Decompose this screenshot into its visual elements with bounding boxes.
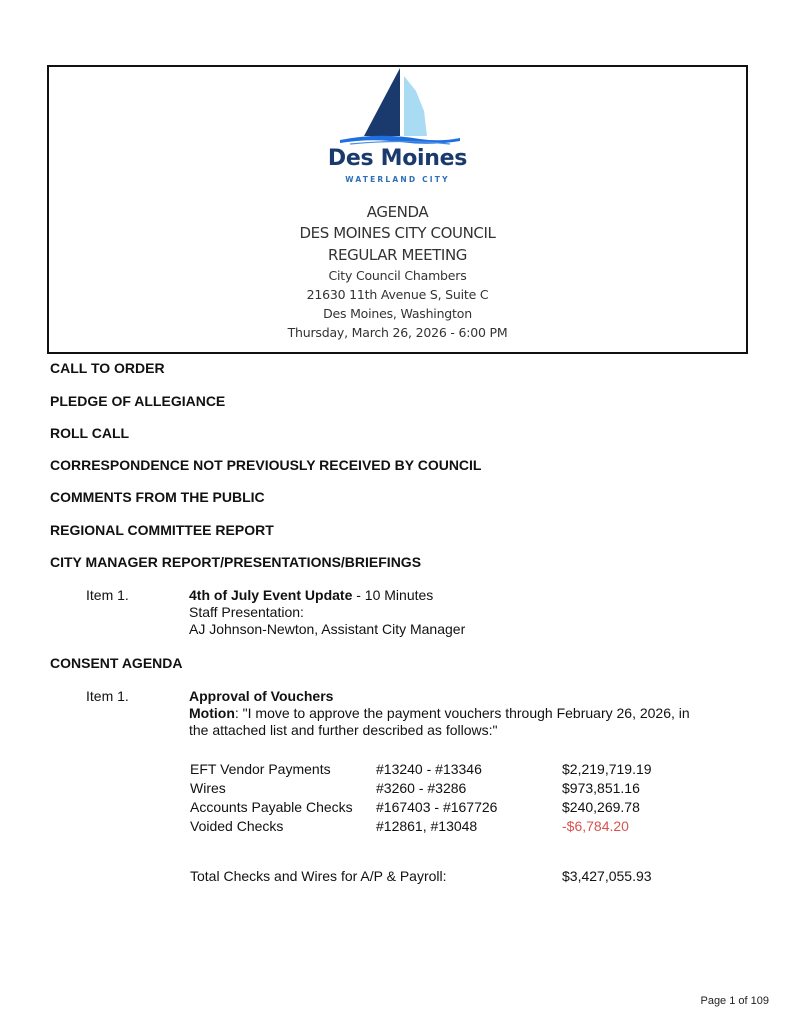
meeting-city: Des Moines, Washington	[323, 306, 472, 321]
section-roll-call: ROLL CALL	[50, 425, 130, 441]
meeting-address: 21630 11th Avenue S, Suite C	[306, 287, 489, 302]
voucher-type: Voided Checks	[190, 818, 284, 834]
city-manager-item-label: Item 1.	[86, 587, 129, 603]
voucher-range: #13240 - #13346	[376, 761, 482, 777]
section-city-manager: CITY MANAGER REPORT/PRESENTATIONS/BRIEFINGS	[50, 554, 422, 570]
logo-tagline: WATERLAND CITY	[345, 175, 450, 184]
meeting-datetime: Thursday, March 26, 2026 - 6:00 PM	[287, 325, 508, 340]
section-call-to-order: CALL TO ORDER	[50, 360, 165, 376]
total-amount: $3,427,055.93	[562, 868, 652, 884]
voucher-range: #3260 - #3286	[376, 780, 467, 796]
item-duration: - 10 Minutes	[352, 587, 434, 603]
item-title: 4th of July Event Update	[189, 587, 353, 603]
voucher-amount: $240,269.78	[562, 799, 640, 815]
section-consent-agenda: CONSENT AGENDA	[50, 655, 183, 671]
section-public-comments: COMMENTS FROM THE PUBLIC	[50, 489, 265, 505]
motion-label: Motion	[189, 705, 235, 721]
voucher-type: EFT Vendor Payments	[190, 761, 331, 777]
section-regional-committee: REGIONAL COMMITTEE REPORT	[50, 522, 274, 538]
meeting-type: REGULAR MEETING	[328, 246, 467, 264]
voucher-range: #12861, #13048	[376, 818, 478, 834]
voucher-amount: $973,851.16	[562, 780, 640, 796]
section-correspondence: CORRESPONDENCE NOT PREVIOUSLY RECEIVED BY COUNCIL	[50, 457, 482, 473]
city-manager-item	[189, 587, 465, 638]
voucher-range: #167403 - #167726	[376, 799, 498, 815]
council-title: DES MOINES CITY COUNCIL	[299, 224, 496, 242]
section-pledge: PLEDGE OF ALLEGIANCE	[50, 393, 226, 409]
voucher-type: Wires	[190, 780, 226, 796]
page-number: Page 1 of 109	[700, 995, 769, 1007]
logo-title: Des Moines	[327, 146, 468, 171]
agenda-title: AGENDA	[366, 203, 429, 221]
total-label: Total Checks and Wires for A/P & Payroll:	[190, 868, 447, 884]
motion-text: : "I move to approve the payment vouchers through February 26, 2026, in	[234, 705, 690, 721]
motion-text-continued: the attached list and further described as follows:"	[189, 722, 498, 738]
voucher-amount: $2,219,719.19	[562, 761, 652, 777]
voucher-type: Accounts Payable Checks	[190, 799, 353, 815]
voucher-amount-negative: -$6,784.20	[562, 818, 629, 834]
item-presenter-label: Staff Presentation:	[189, 604, 304, 620]
consent-item-label: Item 1.	[86, 688, 129, 704]
item-presenter: AJ Johnson-Newton, Assistant City Manager	[189, 621, 466, 637]
consent-item-title: Approval of Vouchers	[189, 688, 334, 704]
consent-item	[189, 688, 690, 739]
meeting-location: City Council Chambers	[328, 268, 467, 283]
